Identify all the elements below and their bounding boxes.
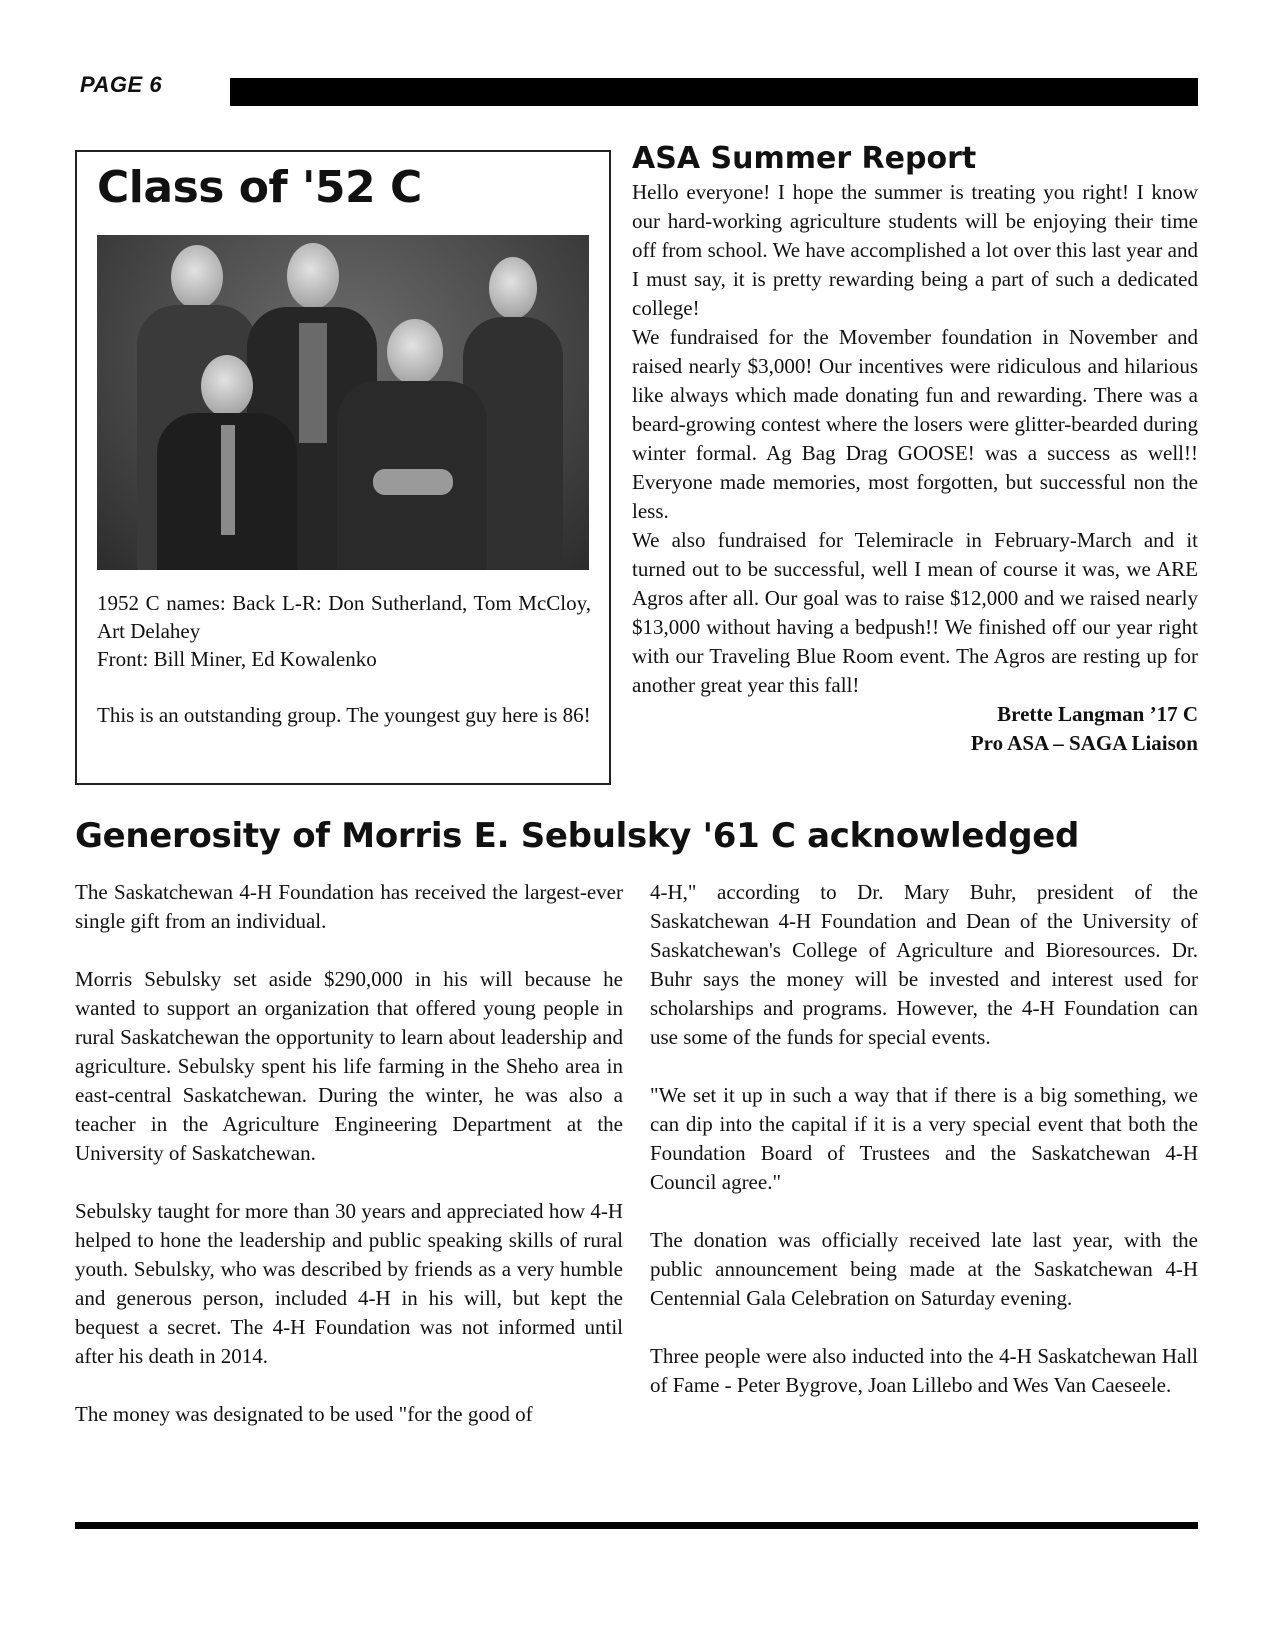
group-photo [97,235,589,570]
article-paragraph: 4-H," according to Dr. Mary Buhr, president of the Saskatchewan 4-H Foundation and Dean of the University of Saskatchewan's College of Agriculture and Bioresources. Dr. Buhr says the money will be invested and interest used for scholarships and programs. However, the 4-H Foundation can use some of the funds for special events. [650,880,1198,1049]
person-figure [157,355,287,570]
article-paragraph: The Saskatchewan 4-H Foundation has received the largest-ever single gift from an individual. [75,880,623,933]
asa-summer-report [632,140,1198,758]
asa-paragraph: Hello everyone! I hope the summer is treating you right! I know our hard-working agriculture students will be enjoying their time off from school. We have accomplished a lot over this last year and I must say, it is pretty rewarding being a part of such a dedicated college! [632,180,1198,320]
asa-report-title: ASA Summer Report [632,141,977,176]
class-title: Class of '52 C [97,162,422,213]
asa-paragraph: We also fundraised for Telemiracle in February-March and it turned out to be successful, well I mean of course it was, we ARE Agros after all. Our goal was to raise $12,000 and we raised nearly $13,000 without having a bedpush!! We finished off our year right with our Traveling Blue Room event. The Agros are resting up for another great year this fall! [632,528,1198,697]
article-column-left [75,878,623,1458]
article-paragraph: Morris Sebulsky set aside $290,000 in his will because he wanted to support an organization that offered young people in rural Saskatchewan the opportunity to learn about leadership and agriculture. Sebulsky spent his life farming in the Sheho area in east-central Saskatchewan. During the winter, he was also a teacher in the Agriculture Engineering Department at the University of Saskatchewan. [75,967,623,1165]
article-paragraph: The donation was officially received late last year, with the public announcement being made at the Saskatchewan 4-H Centennial Gala Celebration on Saturday evening. [650,1228,1198,1310]
signature-role: Pro ASA – SAGA Liaison [970,731,1198,755]
asa-report-body [632,178,1198,700]
signature-name: Brette Langman ’17 C [997,702,1198,726]
caption-names-front: Front: Bill Miner, Ed Kowalenko [97,647,377,671]
page-number-label: PAGE 6 [80,72,163,97]
article-paragraph: The money was designated to be used "for the good of [75,1402,533,1426]
header-bar [230,78,1198,106]
article-headline: Generosity of Morris E. Sebulsky '61 C acknowledged [75,816,1080,856]
article-paragraph: "We set it up in such a way that if there is a big something, we can dip into the capital if it is a very special event that both the Foundation Board of Trustees and the Saskatchewan 4-H Council agree." [650,1083,1198,1194]
asa-paragraph: We fundraised for the Movember foundation in November and raised nearly $3,000! Our incentives were ridiculous and hilarious like always which made donating fun and rewarding. There was a beard-growing contest where the losers were glitter-bearded during winter formal. Ag Bag Drag GOOSE! was a success as well!! Everyone made memories, most forgotten, but successful non the less. [632,325,1198,523]
article-column-right [650,878,1198,1429]
person-figure [337,319,487,570]
photo-caption [97,589,591,729]
caption-names-back: 1952 C names: Back L-R: Don Sutherland, Tom McCloy, Art Delahey [97,591,591,643]
caption-note: This is an outstanding group. The youngest guy here is 86! [97,703,591,727]
footer-rule [75,1522,1198,1529]
article-paragraph: Sebulsky taught for more than 30 years and appreciated how 4-H helped to hone the leadership and public speaking skills of rural youth. Sebulsky, who was described by friends as a very humble and generous person, included 4-H in his will, but kept the bequest a secret. The 4-H Foundation was not informed until after his death in 2014. [75,1199,623,1368]
article-paragraph: Three people were also inducted into the 4-H Saskatchewan Hall of Fame - Peter Bygrove, Joan Lillebo and Wes Van Caeseele. [650,1344,1198,1397]
class-photo-box [75,150,611,785]
